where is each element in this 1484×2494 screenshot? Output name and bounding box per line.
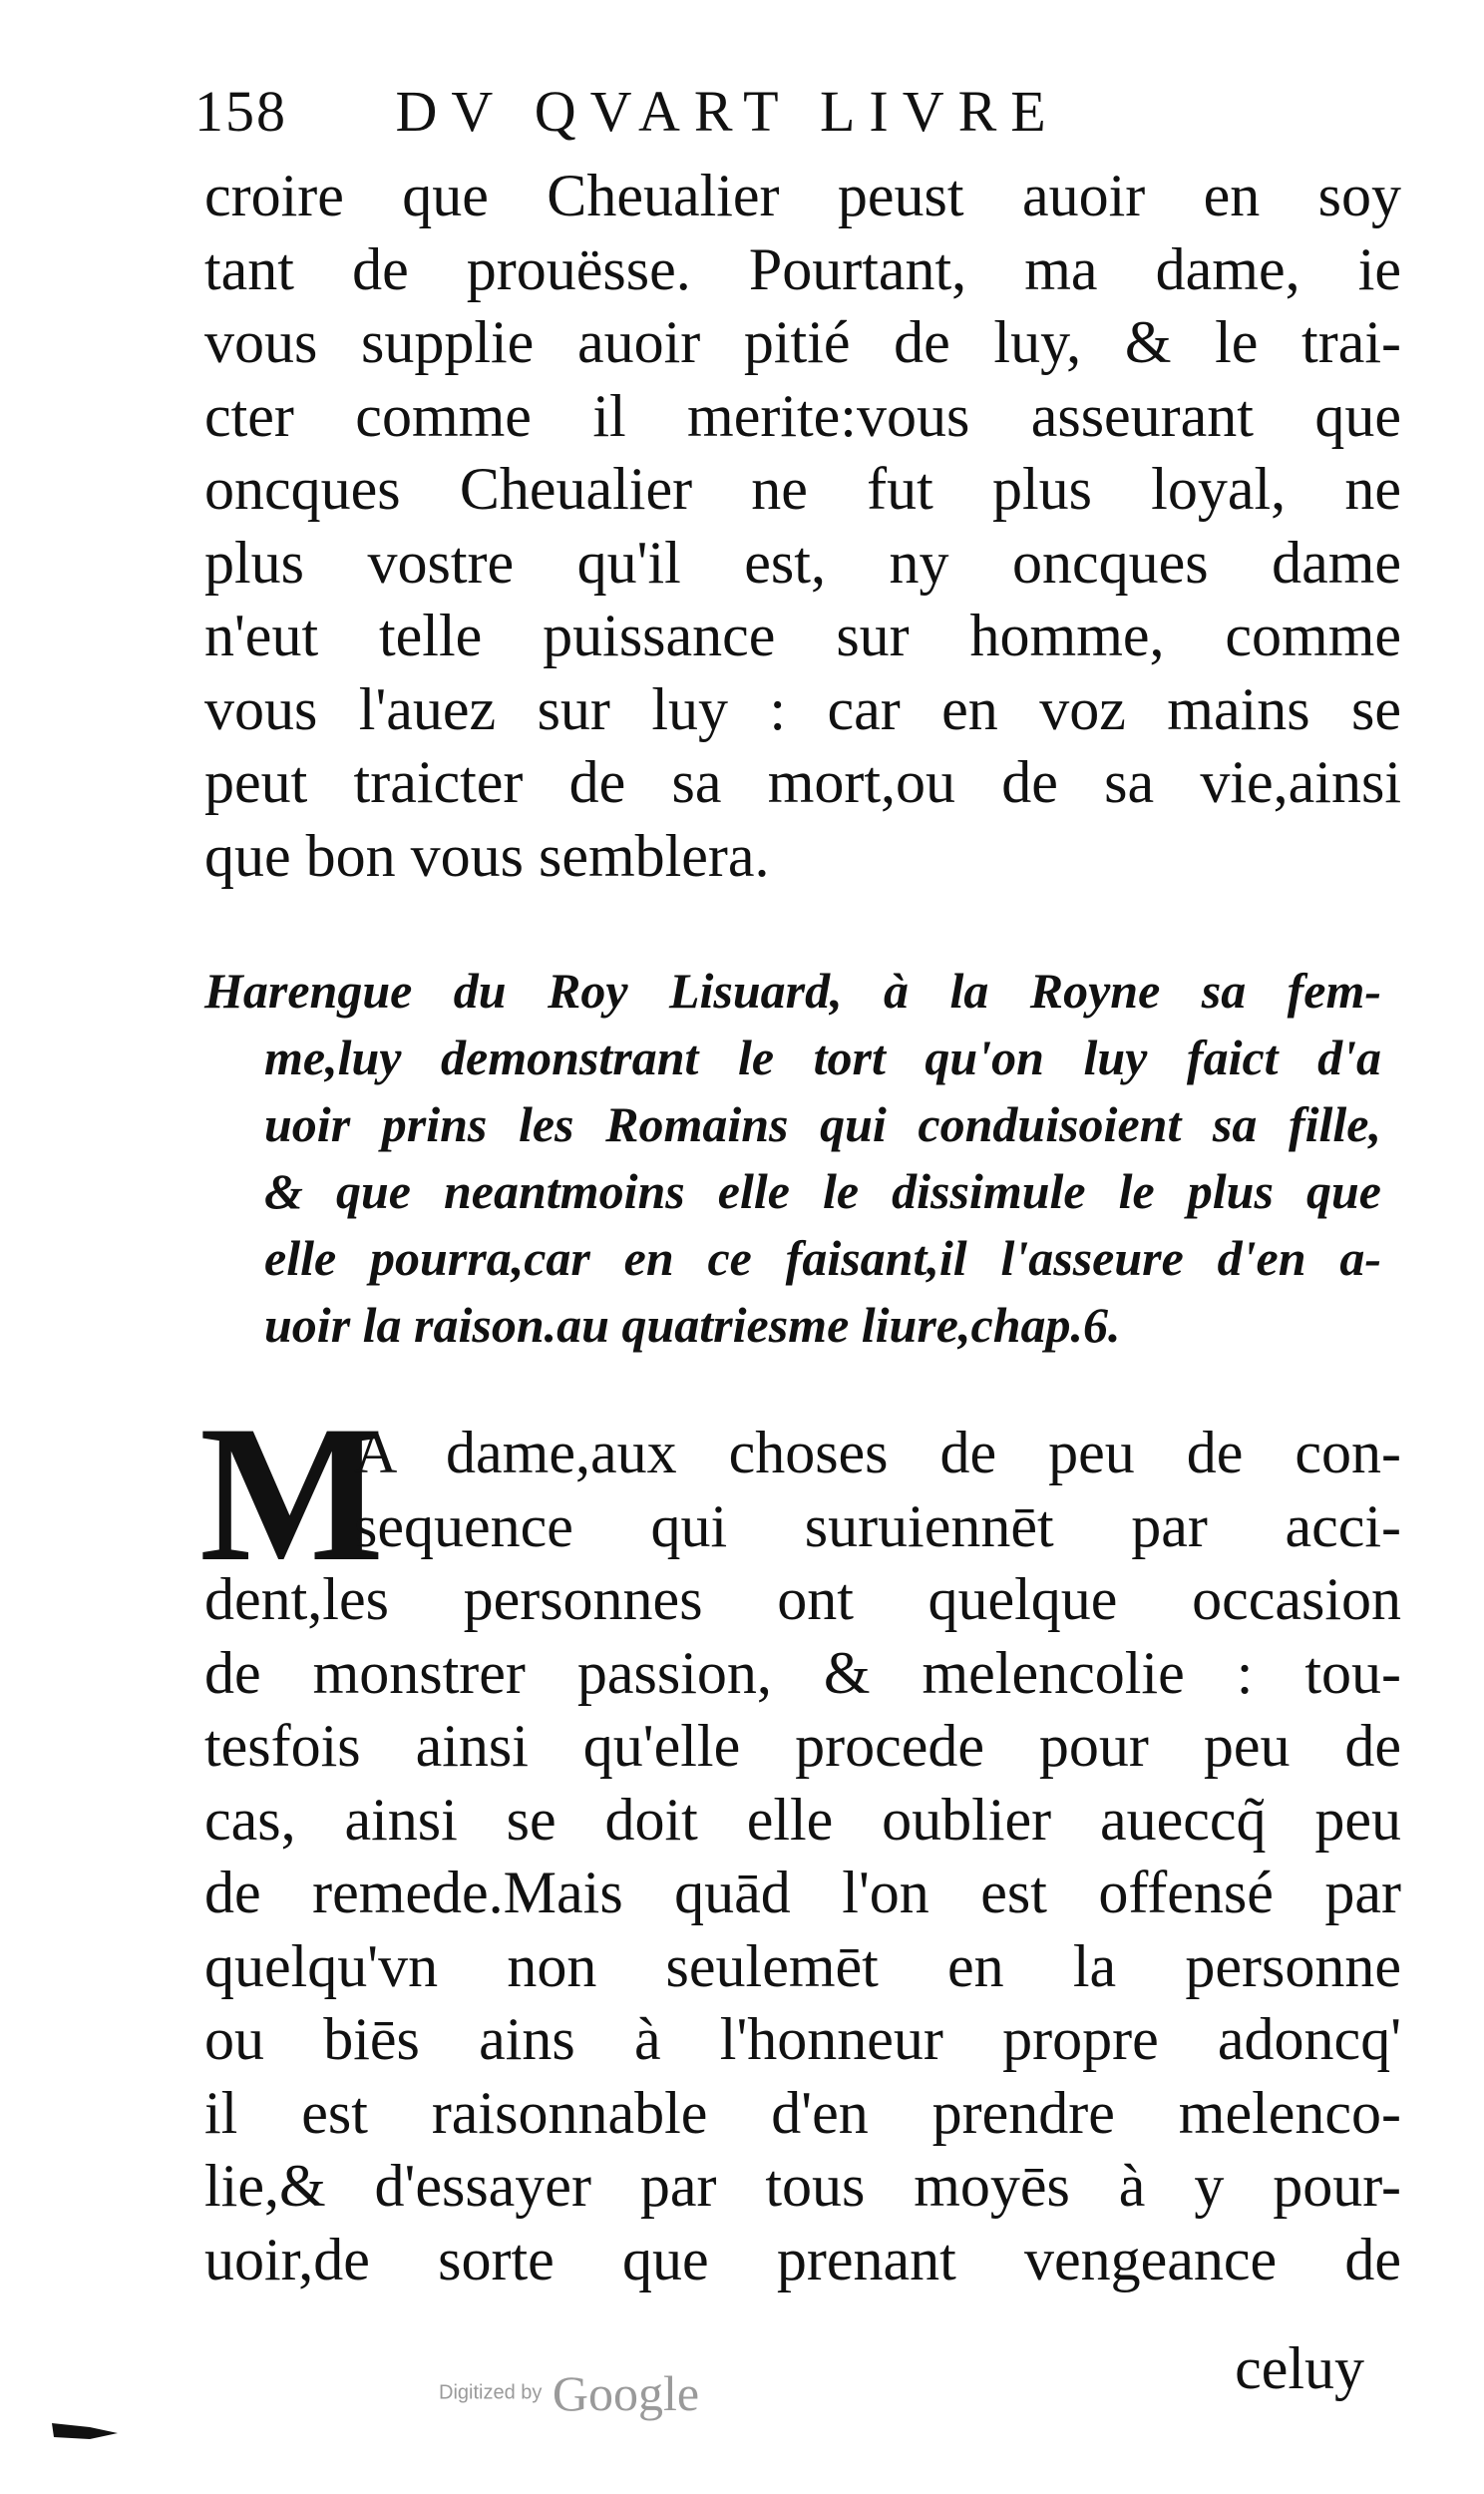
text-line: uoir,de sorte que prenant vengeance de: [204, 2226, 1401, 2292]
text-line: A dame,aux choses de peu de con-: [354, 1420, 1401, 1485]
text-line: tant de prouësse. Pourtant, ma dame, ie: [204, 235, 1401, 302]
text-line: ou biēs ains à l'honneur propre adoncq': [204, 2006, 1401, 2072]
text-line: de remede.Mais quād l'on est offensé par: [204, 1860, 1401, 1925]
heading-line: elle pourra,car en ce faisant,il l'asseure d'en a-: [264, 1230, 1381, 1286]
pointer-mark-icon: [50, 2419, 120, 2443]
text-line: vous l'auez sur luy : car en voz mains se: [204, 675, 1401, 742]
text-line: sequence qui suruiennēt par acci-: [354, 1492, 1401, 1559]
heading-line: uoir la raison.au quatriesme liure,chap.6.: [264, 1297, 1121, 1353]
text-line: dent,les personnes ont quelque occasion: [204, 1566, 1401, 1632]
text-line: lie,& d'essayer par tous moyēs à y pour-: [204, 2153, 1401, 2219]
running-head: [194, 78, 1381, 145]
text-line: oncques Cheualier ne fut plus loyal, ne: [204, 456, 1401, 522]
text-line: plus vostre qu'il est, ny oncques dame: [204, 529, 1401, 596]
text-line: il est raisonnable d'en prendre melenco-: [204, 2079, 1401, 2146]
paragraph-2: [204, 1417, 1401, 2296]
text-line: vous supplie auoir pitié de luy, & le trai-: [204, 309, 1401, 375]
text-line: peut traicter de sa mort,ou de sa vie,ainsi: [204, 749, 1401, 815]
heading-line: Harengue du Roy Lisuard, à la Royne sa fem-: [204, 963, 1381, 1019]
heading-line: uoir prins les Romains qui conduisoient sa fille,: [264, 1096, 1381, 1152]
page-number: 158: [194, 79, 287, 144]
running-title: DV QVART LIVRE: [395, 79, 1060, 144]
text-line: de monstrer passion, & melencolie : tou-: [204, 1639, 1401, 1706]
chapter-heading: [204, 958, 1381, 1359]
paragraph-1: [204, 160, 1401, 893]
text-line: quelqu'vn non seulemēt en la personne: [204, 1932, 1401, 1999]
text-line: que bon vous semblera.: [204, 822, 770, 889]
heading-line: & que neantmoins elle le dissimule le plus que: [264, 1163, 1381, 1219]
text-line: cter comme il merite:vous asseurant que: [204, 382, 1401, 449]
google-logo: Google: [552, 2365, 700, 2421]
text-line: cas, ainsi se doit elle oublier aueccq̃ peu: [204, 1786, 1401, 1853]
digitized-watermark: [439, 2364, 699, 2422]
text-line: croire que Cheualier peust auoir en soy: [204, 163, 1401, 228]
text-line: n'eut telle puissance sur homme, comme: [204, 603, 1401, 668]
text-line: tesfois ainsi qu'elle procede pour peu de: [204, 1713, 1401, 1779]
drop-cap: M: [199, 1386, 384, 1602]
watermark-prefix: Digitized by: [439, 2381, 543, 2404]
catchword: celuy: [1235, 2335, 1364, 2401]
heading-line: me,luy demonstrant le tort qu'on luy faict d'a: [264, 1030, 1381, 1085]
